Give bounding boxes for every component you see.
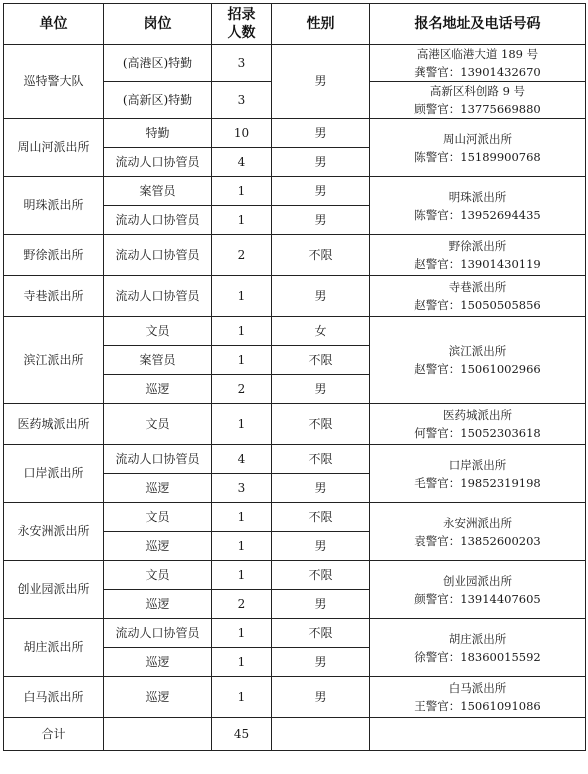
- gender-cell: 男: [272, 276, 370, 317]
- count-cell: 1: [212, 561, 272, 590]
- gender-cell: 不限: [272, 235, 370, 276]
- unit-cell: 口岸派出所: [4, 445, 104, 503]
- address-line: 明珠派出所: [448, 189, 507, 204]
- address-line: 高港区临港大道 189 号: [416, 47, 539, 61]
- address-cell: [370, 404, 586, 445]
- post-cell: (高新区)特勤: [104, 82, 212, 119]
- address-line: 医药城派出所: [443, 408, 512, 422]
- gender-cell: 男: [272, 375, 370, 404]
- address-line: 白马派出所: [448, 681, 507, 695]
- phone-line: 陈警官：15189900768: [414, 149, 541, 164]
- phone-line: 徐警官：18360015592: [414, 649, 541, 664]
- recruitment-table: [3, 3, 586, 751]
- count-cell: 1: [212, 177, 272, 206]
- gender-cell: 男: [272, 677, 370, 718]
- phone-line: 王警官：15061091086: [414, 699, 541, 713]
- unit-cell: 医药城派出所: [4, 404, 104, 445]
- unit-cell: 野徐派出所: [4, 235, 104, 276]
- address-cell: [370, 561, 586, 619]
- count-cell: 1: [212, 532, 272, 561]
- gender-cell: 不限: [272, 404, 370, 445]
- unit-cell: 胡庄派出所: [4, 619, 104, 677]
- count-cell: 2: [212, 590, 272, 619]
- count-cell: 1: [212, 317, 272, 346]
- count-cell: 1: [212, 404, 272, 445]
- phone-line: 袁警官：13852600203: [414, 533, 541, 548]
- address-line: 周山河派出所: [443, 131, 512, 146]
- unit-cell: 巡特警大队: [4, 45, 104, 119]
- address-cell: [370, 276, 586, 317]
- gender-cell: 男: [272, 119, 370, 148]
- total-post-empty: [104, 718, 212, 751]
- table-row: [4, 503, 586, 532]
- post-cell: 巡逻: [104, 590, 212, 619]
- header-count-text: 招录人数: [227, 7, 256, 41]
- count-cell: 4: [212, 445, 272, 474]
- post-cell: 巡逻: [104, 474, 212, 503]
- post-cell: 巡逻: [104, 532, 212, 561]
- address-cell: [370, 45, 586, 82]
- address-line: 野徐派出所: [448, 239, 507, 253]
- gender-cell: 不限: [272, 561, 370, 590]
- count-cell: 10: [212, 119, 272, 148]
- address-line: 高新区科创路 9 号: [429, 84, 526, 98]
- post-cell: 流动人口协管员: [104, 148, 212, 177]
- unit-cell: 周山河派出所: [4, 119, 104, 177]
- address-cell: [370, 317, 586, 404]
- post-cell: 巡逻: [104, 375, 212, 404]
- count-cell: 1: [212, 346, 272, 375]
- post-cell: 文员: [104, 317, 212, 346]
- table-row: [4, 445, 586, 474]
- gender-cell: 不限: [272, 346, 370, 375]
- address-line: 口岸派出所: [448, 457, 507, 472]
- post-cell: 特勤: [104, 119, 212, 148]
- phone-line: 毛警官：19852319198: [414, 475, 541, 490]
- post-cell: 案管员: [104, 177, 212, 206]
- table-row: [4, 119, 586, 148]
- address-cell: [370, 619, 586, 677]
- header-gender: 性别: [272, 4, 370, 45]
- post-cell: 文员: [104, 561, 212, 590]
- unit-cell: 白马派出所: [4, 677, 104, 718]
- total-count: 45: [212, 718, 272, 751]
- gender-cell: 不限: [272, 445, 370, 474]
- post-cell: 文员: [104, 404, 212, 445]
- table-row: [4, 276, 586, 317]
- recruitment-table-container: [3, 3, 586, 751]
- gender-cell: 男: [272, 148, 370, 177]
- gender-cell: 男: [272, 177, 370, 206]
- count-cell: 1: [212, 648, 272, 677]
- gender-cell: 男: [272, 45, 370, 119]
- address-line: 滨江派出所: [448, 344, 507, 358]
- address-line: 胡庄派出所: [448, 631, 507, 646]
- table-row: [4, 619, 586, 648]
- count-cell: 3: [212, 82, 272, 119]
- table-row: [4, 561, 586, 590]
- address-cell: [370, 177, 586, 235]
- gender-cell: 男: [272, 474, 370, 503]
- table-row: [4, 177, 586, 206]
- post-cell: 巡逻: [104, 677, 212, 718]
- count-cell: 3: [212, 474, 272, 503]
- gender-cell: 男: [272, 648, 370, 677]
- gender-cell: 男: [272, 206, 370, 235]
- count-cell: 2: [212, 235, 272, 276]
- address-cell: [370, 82, 586, 119]
- gender-cell: 不限: [272, 503, 370, 532]
- post-cell: (高港区)特勤: [104, 45, 212, 82]
- unit-cell: 明珠派出所: [4, 177, 104, 235]
- post-cell: 文员: [104, 503, 212, 532]
- count-cell: 3: [212, 45, 272, 82]
- table-row: [4, 317, 586, 346]
- address-line: 创业园派出所: [443, 573, 512, 588]
- address-cell: [370, 503, 586, 561]
- count-cell: 1: [212, 276, 272, 317]
- gender-cell: 男: [272, 590, 370, 619]
- gender-cell: 不限: [272, 619, 370, 648]
- count-cell: 1: [212, 677, 272, 718]
- total-address-empty: [370, 718, 586, 751]
- address-line: 寺巷派出所: [448, 280, 507, 294]
- header-post: 岗位: [104, 4, 212, 45]
- header-unit: 单位: [4, 4, 104, 45]
- gender-cell: 女: [272, 317, 370, 346]
- phone-line: 赵警官：15050505856: [414, 298, 541, 312]
- total-gender-empty: [272, 718, 370, 751]
- gender-cell: 男: [272, 532, 370, 561]
- phone-line: 顾警官：13775669880: [414, 102, 541, 116]
- address-cell: [370, 445, 586, 503]
- phone-line: 赵警官：13901430119: [414, 257, 541, 271]
- total-label: 合计: [4, 718, 104, 751]
- phone-line: 陈警官：13952694435: [414, 207, 541, 222]
- post-cell: 流动人口协管员: [104, 235, 212, 276]
- header-row: [4, 4, 586, 45]
- post-cell: 流动人口协管员: [104, 276, 212, 317]
- unit-cell: 滨江派出所: [4, 317, 104, 404]
- unit-cell: 创业园派出所: [4, 561, 104, 619]
- table-row: [4, 404, 586, 445]
- phone-line: 赵警官：15061002966: [414, 362, 541, 376]
- address-cell: [370, 677, 586, 718]
- count-cell: 4: [212, 148, 272, 177]
- post-cell: 流动人口协管员: [104, 619, 212, 648]
- count-cell: 2: [212, 375, 272, 404]
- count-cell: 1: [212, 503, 272, 532]
- phone-line: 颜警官：13914407605: [414, 591, 541, 606]
- address-line: 永安洲派出所: [443, 515, 512, 530]
- total-row: [4, 718, 586, 751]
- post-cell: 案管员: [104, 346, 212, 375]
- header-count: [212, 4, 272, 45]
- count-cell: 1: [212, 619, 272, 648]
- unit-cell: 永安洲派出所: [4, 503, 104, 561]
- count-cell: 1: [212, 206, 272, 235]
- header-address: 报名地址及电话号码: [370, 4, 586, 45]
- address-cell: [370, 235, 586, 276]
- post-cell: 流动人口协管员: [104, 445, 212, 474]
- table-row: [4, 45, 586, 82]
- phone-line: 何警官：15052303618: [414, 426, 541, 440]
- unit-cell: 寺巷派出所: [4, 276, 104, 317]
- phone-line: 龚警官：13901432670: [414, 65, 541, 79]
- post-cell: 巡逻: [104, 648, 212, 677]
- post-cell: 流动人口协管员: [104, 206, 212, 235]
- table-row: [4, 235, 586, 276]
- address-cell: [370, 119, 586, 177]
- table-row: [4, 677, 586, 718]
